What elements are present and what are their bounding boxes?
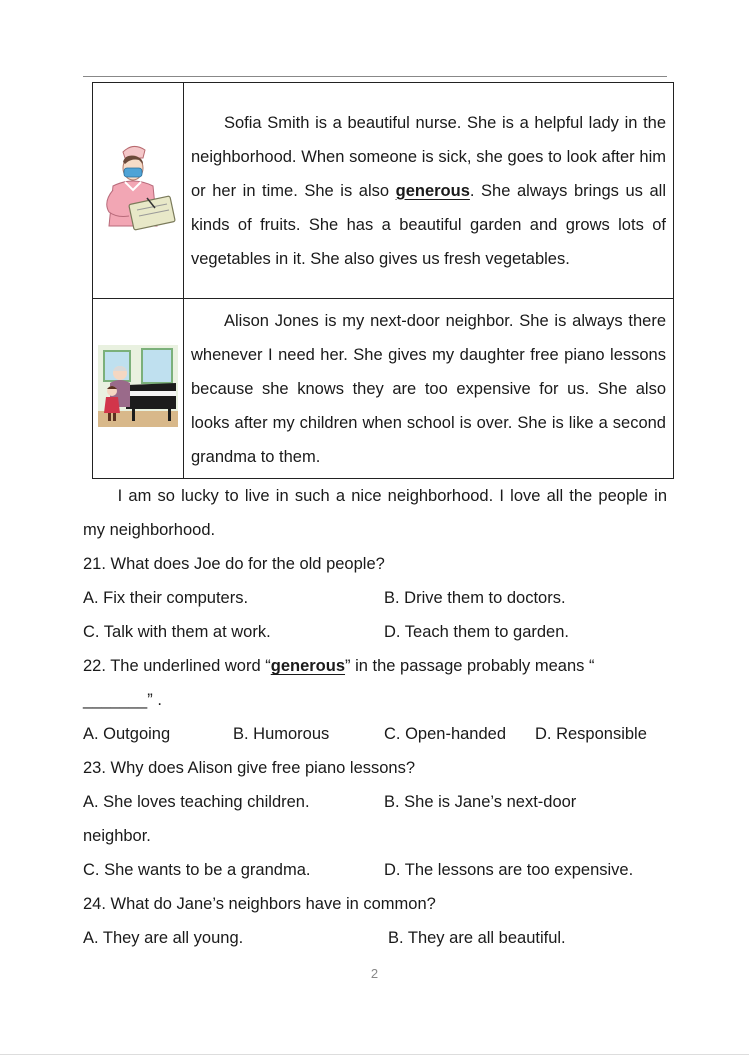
q22-option-c: C. Open-handed [384, 725, 507, 743]
q23-option-b: B. She is Jane’s next-door [384, 793, 577, 811]
generous-underlined-word: generous [395, 181, 470, 200]
table-row-nurse [93, 83, 674, 299]
q21-option-a: A. Fix their computers. [83, 589, 249, 607]
nurse-illustration [95, 138, 181, 238]
header-rule [83, 76, 667, 77]
page-number: 2 [370, 966, 379, 981]
piano-picture-cell [93, 299, 184, 479]
q24-option-a: A. They are all young. [83, 929, 244, 947]
q22-stem-part2: ” in the passage probably means “ [345, 657, 595, 675]
nurse-description [184, 83, 674, 299]
q24-option-b: B. They are all beautiful. [388, 929, 566, 947]
q21-option-b: B. Drive them to doctors. [384, 589, 566, 607]
q22-option-a: A. Outgoing [83, 725, 171, 743]
q23-option-a: A. She loves teaching children. [83, 793, 310, 811]
nurse-text-part1: Sofia Smith is a beautiful nurse. She is a helpful lady in the neighborhood. When someone is sick, she goes to look after him or her in time. She is also [191, 113, 666, 200]
footer-rule [0, 1054, 749, 1055]
q22-blank-line: _______” . [83, 691, 162, 709]
q22-option-b: B. Humorous [233, 725, 330, 743]
closing-paragraph: I am so lucky to live in such a nice neighborhood. I love all the people in my neighborhood. [83, 487, 667, 539]
question-21: 21. What does Joe do for the old people? [83, 555, 385, 573]
q22-stem-part1: 22. The underlined word “ [83, 657, 271, 675]
question-24: 24. What do Jane’s neighbors have in common? [83, 895, 436, 913]
question-22 [83, 649, 595, 683]
q21-option-c: C. Talk with them at work. [83, 623, 271, 641]
q23-option-b-continued: neighbor. [83, 827, 151, 845]
question-23: 23. Why does Alison give free piano lessons? [83, 759, 416, 777]
q22-generous-word: generous [270, 657, 346, 675]
neighbors-table [92, 82, 674, 479]
piano-neighbor-description: Alison Jones is my next-door neighbor. She is always there whenever I need her. She gives my daughter free piano lessons because she knows they are too expensive for us. She also looks after my children when school is over. She is like a second grandma to them. [184, 299, 674, 479]
q22-option-d: D. Responsible [535, 725, 647, 743]
table-row-piano [93, 299, 674, 479]
nurse-picture-cell [93, 83, 184, 299]
q21-option-d: D. Teach them to garden. [384, 623, 569, 641]
piano-lesson-illustration [98, 345, 178, 427]
q23-option-c: C. She wants to be a grandma. [83, 861, 311, 879]
nurse-text-part2: . She always brings us all kinds of fruits. She has a beautiful garden and grows lots of vegetables in it. She also gives us fresh vegetables. [191, 181, 666, 268]
q23-option-d: D. The lessons are too expensive. [384, 861, 634, 879]
